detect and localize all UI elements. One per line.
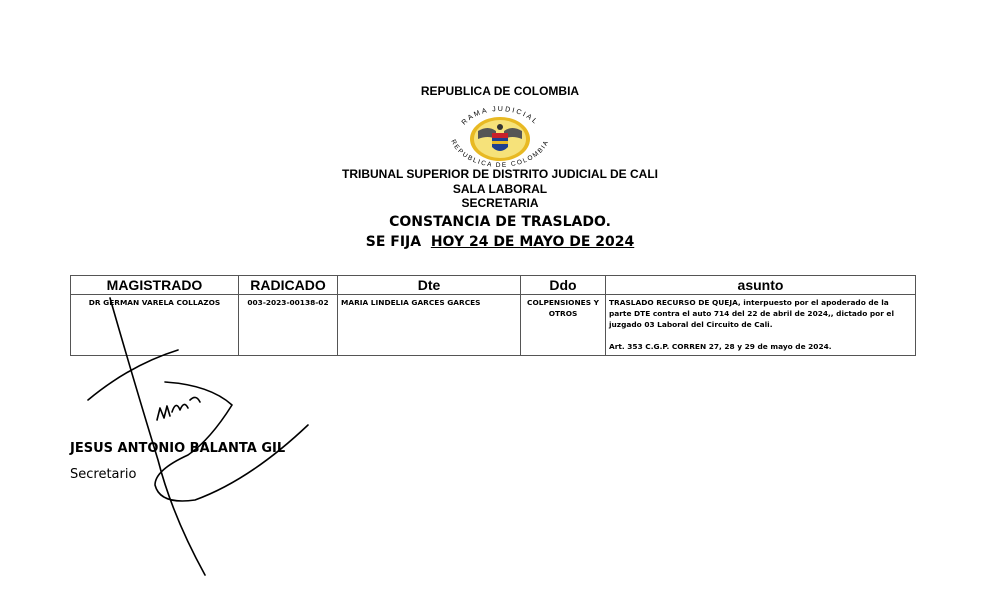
handwritten-signature-icon xyxy=(60,290,330,580)
signer-name: JESUS ANTONIO BALANTA GIL xyxy=(70,441,286,456)
asunto-text: TRASLADO RECURSO DE QUEJA, interpuesto por el apoderado de la parte DTE contra el auto 714 del 22 de abril de 2024,, dictado por el juzgado 03 Laboral del Circuito de Cali. xyxy=(609,298,894,329)
fixed-prefix: SE FIJA xyxy=(365,234,422,250)
cell-ddo: COLPENSIONES Y OTROS xyxy=(521,295,606,356)
fixed-date: HOY 24 DE MAYO DE 2024 xyxy=(430,234,635,250)
column-header-ddo: Ddo xyxy=(521,276,606,295)
header-chamber: SALA LABORAL xyxy=(452,182,548,196)
asunto-note: Art. 353 C.G.P. CORREN 27, 28 y 29 de mayo de 2024. xyxy=(609,342,832,351)
fixed-date-line xyxy=(0,234,1000,250)
cell-asunto xyxy=(606,295,916,356)
column-header-dte: Dte xyxy=(338,276,521,295)
column-header-asunto: asunto xyxy=(606,276,916,295)
column-header-radicado: RADICADO xyxy=(239,276,338,295)
cell-dte: MARIA LINDELIA GARCES GARCES xyxy=(338,295,521,356)
header-office: SECRETARIA xyxy=(461,196,539,210)
seal-bottom-text: REPUBLICA DE COLOMBIA xyxy=(449,138,551,167)
header-court: TRIBUNAL SUPERIOR DE DISTRITO JUDICIAL DE CALI xyxy=(341,167,659,181)
cell-radicado: 003-2023-00138-02 xyxy=(239,295,338,356)
signer-role: Secretario xyxy=(70,467,137,482)
judicial-seal-icon xyxy=(440,103,560,167)
header-country: REPUBLICA DE COLOMBIA xyxy=(420,84,580,98)
column-header-magistrado: MAGISTRADO xyxy=(71,276,239,295)
document-title: CONSTANCIA DE TRASLADO. xyxy=(389,214,611,230)
seal-top-text: RAMA JUDICIAL xyxy=(460,105,540,127)
cell-magistrado: DR GERMAN VARELA COLLAZOS xyxy=(71,295,239,356)
